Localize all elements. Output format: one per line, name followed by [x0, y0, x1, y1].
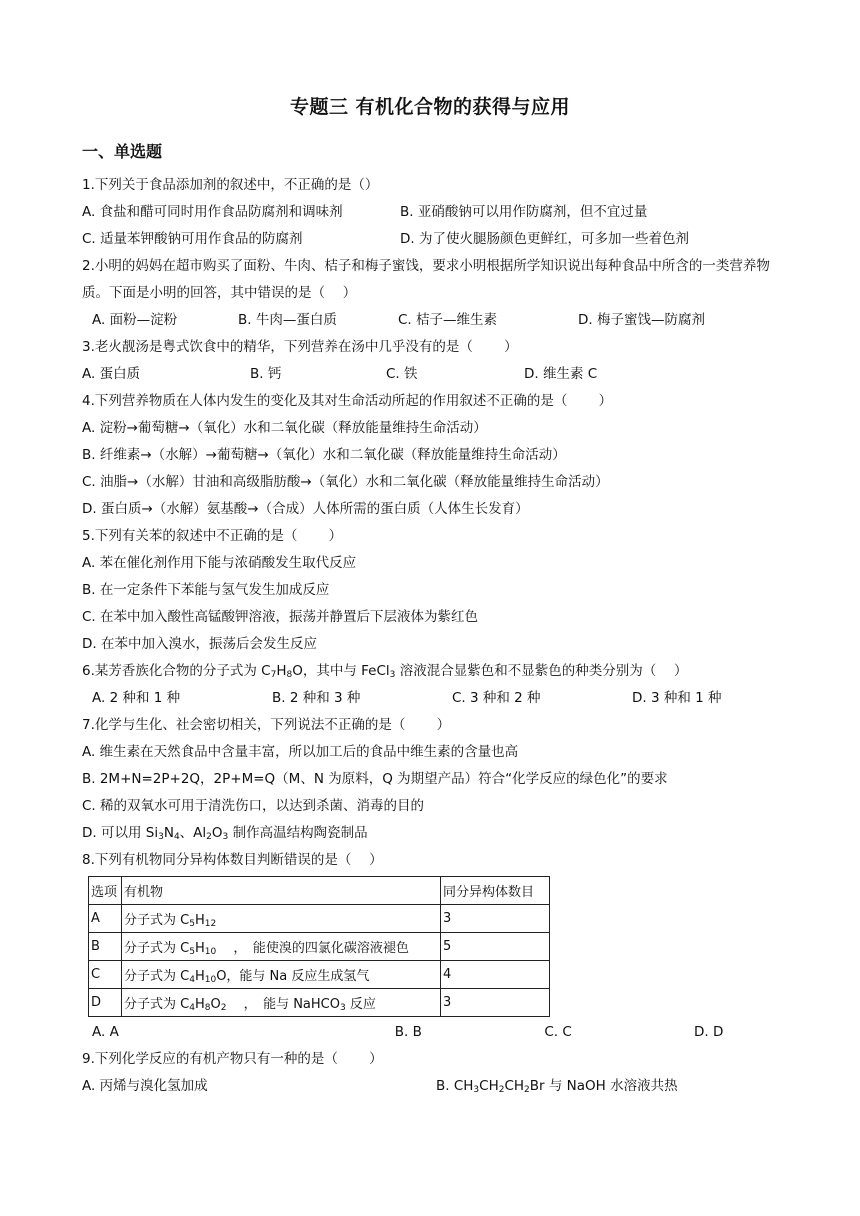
table-cell-compound: 分子式为 $C_4H_8O_2$ ， 能与 NaHCO$_3$ 反应 [122, 989, 441, 1017]
question-6-option-d: D. 3 种和 1 种 [632, 690, 722, 706]
question-7-stem: 7.化学与生化、社会密切相关，下列说法不正确的是（ ） [82, 717, 451, 733]
question-8-option-d: D. D [694, 1024, 724, 1040]
question-7-option-a: A. 维生素在天然食品中含量丰富，所以加工后的食品中维生素的含量也高 [82, 744, 519, 760]
question-7-option-c: C. 稀的双氧水可用于清洗伤口，以达到杀菌、消毒的目的 [82, 798, 425, 814]
table-row [89, 961, 550, 989]
question-1-option-d: D. 为了使火腿肠颜色更鲜红，可多加一些着色剂 [400, 231, 689, 247]
page-title: 专题三 有机化合物的获得与应用 [289, 96, 571, 118]
question-list [82, 172, 782, 1100]
question-5-option-d: D. 在苯中加入溴水，振荡后会发生反应 [82, 636, 317, 652]
table-cell-count: 5 [441, 933, 550, 961]
isomer-table [88, 876, 550, 1017]
question-7-option-d: D. 可以用 $Si_3N_4$、$Al_2O_3$ 制作高温结构陶瓷制品 [82, 825, 368, 842]
table-header-cell: 同分异构体数目 [441, 877, 550, 905]
question-2-stem: 2.小明的妈妈在超市购买了面粉、牛肉、桔子和梅子蜜饯，要求小明根据所学知识说出每种食品中所含的一类营养物质。下面是小明的回答，其中错误的是（ ） [82, 258, 770, 301]
question-5-stem: 5.下列有关苯的叙述中不正确的是（ ） [82, 528, 343, 544]
table-cell-option: D [89, 989, 122, 1017]
question-4-option-b: B. 纤维素→（水解）→葡萄糖→（氧化）水和二氧化碳（释放能量维持生命活动） [82, 447, 566, 463]
question-3-option-b: B. 钙 [250, 366, 282, 382]
table-cell-option: B [89, 933, 122, 961]
question-9-option-a: A. 丙烯与溴化氢加成 [82, 1078, 208, 1094]
question-8-stem: 8.下列有机物同分异构体数目判断错误的是（ ） [82, 852, 383, 868]
question-6-option-a: A. 2 种和 1 种 [92, 690, 181, 706]
question-1-option-b: B. 亚硝酸钠可以用作防腐剂，但不宜过量 [400, 204, 648, 220]
table-cell-count: 4 [441, 961, 550, 989]
question-1-option-c: C. 适量苯钾酸钠可用作食品的防腐剂 [82, 231, 303, 247]
question-9-options [82, 1073, 782, 1100]
question-6-option-c: C. 3 种和 2 种 [452, 690, 541, 706]
question-8-option-a: A. A [92, 1024, 119, 1040]
table-cell-count: 3 [441, 905, 550, 933]
question-3-option-d: D. 维生素 C [524, 366, 598, 382]
question-7-option-b: B. 2M+N=2P+2Q，2P+M=Q（M、N 为原料，Q 为期望产品）符合“化学反应的绿色化”的要求 [82, 771, 668, 787]
table-cell-compound: 分子式为 $C_5H_{10}$ ， 能使溴的四氯化碳溶液褪色 [122, 933, 441, 961]
question-3-option-c: C. 铁 [386, 366, 418, 382]
question-4-option-d: D. 蛋白质→（水解）氨基酸→（合成）人体所需的蛋白质（人体生长发育） [82, 501, 529, 517]
question-2-option-a: A. 面粉—淀粉 [92, 312, 178, 328]
question-1-stem: 1.下列关于食品添加剂的叙述中，不正确的是（） [82, 177, 379, 193]
question-2-option-c: C. 桔子—维生素 [398, 312, 498, 328]
table-cell-count: 3 [441, 989, 550, 1017]
question-8-options [82, 1019, 782, 1046]
question-2-option-d: D. 梅子蜜饯—防腐剂 [578, 312, 705, 328]
question-4-option-c: C. 油脂→（水解）甘油和高级脂肪酸→（氧化）水和二氧化碳（释放能量维持生命活动） [82, 474, 609, 490]
question-1-options-row-2 [82, 226, 782, 253]
section-heading: 一、单选题 [82, 142, 163, 161]
table-row [89, 933, 550, 961]
question-5-option-a: A. 苯在催化剂作用下能与浓硝酸发生取代反应 [82, 555, 357, 571]
table-cell-compound: 分子式为 $C_4H_{10}O$，能与 Na 反应生成氢气 [122, 961, 441, 989]
question-4-stem: 4.下列营养物质在人体内发生的变化及其对生命活动所起的作用叙述不正确的是（ ） [82, 393, 613, 409]
question-9-stem: 9.下列化学反应的有机产物只有一种的是（ ） [82, 1051, 383, 1067]
question-2-options [82, 307, 782, 334]
question-2-option-b: B. 牛肉—蛋白质 [238, 312, 337, 328]
question-3-option-a: A. 蛋白质 [82, 366, 141, 382]
question-4-option-a: A. 淀粉→葡萄糖→（氧化）水和二氧化碳（释放能量维持生命活动） [82, 420, 487, 436]
question-3-options [82, 361, 782, 388]
question-8-option-c: C. C [544, 1024, 572, 1040]
question-3-stem: 3.老火靓汤是粤式饮食中的精华，下列营养在汤中几乎没有的是（ ） [82, 339, 518, 355]
question-1-option-a: A. 食盐和醋可同时用作食品防腐剂和调味剂 [82, 204, 343, 220]
question-8-option-b: B. B [394, 1024, 422, 1040]
table-cell-option: A [89, 905, 122, 933]
question-6-options [82, 685, 782, 712]
table-row [89, 905, 550, 933]
question-1-options-row-1 [82, 199, 782, 226]
table-header-cell: 选项 [89, 877, 122, 905]
table-cell-option: C [89, 961, 122, 989]
question-6-option-b: B. 2 种和 3 种 [272, 690, 361, 706]
question-5-option-b: B. 在一定条件下苯能与氢气发生加成反应 [82, 582, 330, 598]
question-9-option-b: B. $CH_3CH_2CH_2Br$ 与 NaOH 水溶液共热 [436, 1078, 678, 1095]
question-5-option-c: C. 在苯中加入酸性高锰酸钾溶液，振荡并静置后下层液体为紫红色 [82, 609, 479, 625]
table-cell-compound: 分子式为 $C_5H_{12}$ [122, 905, 441, 933]
table-header-cell: 有机物 [122, 877, 441, 905]
table-row [89, 989, 550, 1017]
question-6-stem: 6.某芳香族化合物的分子式为 $C_7H_8O$，其中与 FeCl$_3$ 溶液混合显紫色和不显紫色的种类分别为（ ） [82, 663, 688, 680]
table-header-row [89, 877, 550, 905]
